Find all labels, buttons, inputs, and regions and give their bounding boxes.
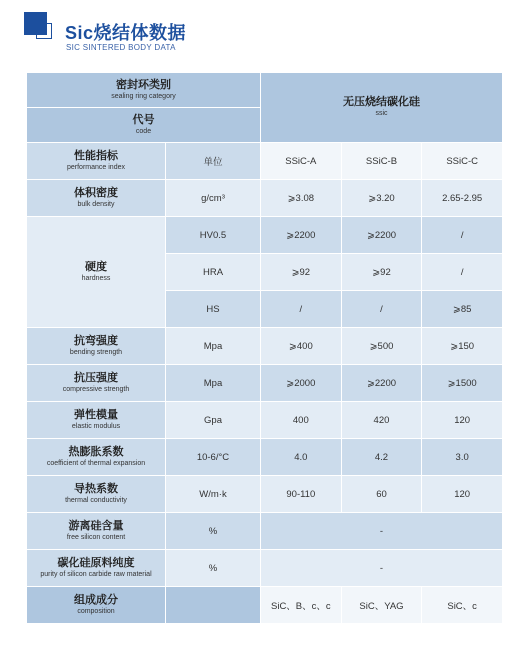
row-value-a: ⩾2000: [261, 365, 342, 402]
table-row: [27, 402, 503, 439]
row-unit: [166, 587, 261, 624]
table-row: [27, 180, 503, 217]
table-row-free-silicon: [27, 513, 503, 550]
table-row: [27, 365, 503, 402]
row-label: 抗压强度 compressive strength: [27, 365, 166, 402]
row-unit: Mpa: [166, 328, 261, 365]
row-value-b: SiC、YAG: [341, 587, 422, 624]
row-label: 抗弯强度 bending strength: [27, 328, 166, 365]
row-value-c: 3.0: [422, 439, 503, 476]
row-value-a: 4.0: [261, 439, 342, 476]
row-unit: %: [166, 550, 261, 587]
table-row-hardness-1: [27, 217, 503, 254]
sic-data-table: [26, 72, 503, 624]
row-value-b: 60: [341, 476, 422, 513]
row-value-a: ⩾400: [261, 328, 342, 365]
row-value-b: ⩾3.20: [341, 180, 422, 217]
row-label: 弹性模量 elastic modulus: [27, 402, 166, 439]
perf-header-cell: 性能指标 performance index: [27, 143, 166, 180]
table-row-purity: [27, 550, 503, 587]
row-value-c: 2.65-2.95: [422, 180, 503, 217]
row-value-c: 120: [422, 476, 503, 513]
row-unit: g/cm³: [166, 180, 261, 217]
row-value-a: /: [261, 291, 342, 328]
row-value-c: /: [422, 217, 503, 254]
section-subtitle: SIC SINTERED BODY DATA: [66, 43, 176, 52]
row-unit: %: [166, 513, 261, 550]
row-label: 体积密度 bulk density: [27, 180, 166, 217]
table-row-category: [27, 73, 503, 108]
section-title: Sic烧结体数据: [65, 23, 187, 43]
row-label: 导热系数 thermal conductivity: [27, 476, 166, 513]
row-value-c: ⩾1500: [422, 365, 503, 402]
row-value-b: ⩾2200: [341, 365, 422, 402]
row-value-a: 400: [261, 402, 342, 439]
row-value-a: ⩾92: [261, 254, 342, 291]
row-value-a: ⩾3.08: [261, 180, 342, 217]
row-unit: HS: [166, 291, 261, 328]
row-unit: W/m·k: [166, 476, 261, 513]
code-cell: 代号 code: [27, 108, 261, 143]
row-value-c: ⩾85: [422, 291, 503, 328]
table-row: [27, 476, 503, 513]
row-value-c: 120: [422, 402, 503, 439]
row-unit: Mpa: [166, 365, 261, 402]
row-value-c: /: [422, 254, 503, 291]
row-value-a: ⩾2200: [261, 217, 342, 254]
hardness-label: 硬度 hardness: [27, 217, 166, 328]
row-unit: HV0.5: [166, 217, 261, 254]
row-value-merged: -: [261, 513, 503, 550]
row-value-a: 90-110: [261, 476, 342, 513]
row-value-b: 420: [341, 402, 422, 439]
row-unit: Gpa: [166, 402, 261, 439]
row-value-c: SiC、c: [422, 587, 503, 624]
row-value-b: ⩾500: [341, 328, 422, 365]
row-unit: 10-6/°C: [166, 439, 261, 476]
row-value-a: SiC、B、c、c: [261, 587, 342, 624]
row-label: 游离硅含量 free silicon content: [27, 513, 166, 550]
table-row: [27, 439, 503, 476]
row-label: 热膨胀系数 coefficient of thermal expansion: [27, 439, 166, 476]
table-row: [27, 328, 503, 365]
row-value-merged: -: [261, 550, 503, 587]
row-unit: HRA: [166, 254, 261, 291]
grade-a-header: SSiC-A: [261, 143, 342, 180]
grade-c-header: SSiC-C: [422, 143, 503, 180]
row-label: 碳化硅原料纯度 purity of silicon carbide raw material: [27, 550, 166, 587]
grade-b-header: SSiC-B: [341, 143, 422, 180]
row-value-b: ⩾2200: [341, 217, 422, 254]
row-value-c: ⩾150: [422, 328, 503, 365]
row-value-b: 4.2: [341, 439, 422, 476]
section-header: [24, 12, 504, 56]
row-label: 组成成分 composition: [27, 587, 166, 624]
product-cell: 无压烧结碳化硅 ssic: [261, 73, 503, 143]
row-value-b: ⩾92: [341, 254, 422, 291]
category-cell: 密封环类别 sealing ring category: [27, 73, 261, 108]
unit-header-cell: 单位: [166, 143, 261, 180]
logo-outline-icon: [36, 23, 52, 39]
row-value-b: /: [341, 291, 422, 328]
table-row-composition: [27, 587, 503, 624]
table-row-header: [27, 143, 503, 180]
